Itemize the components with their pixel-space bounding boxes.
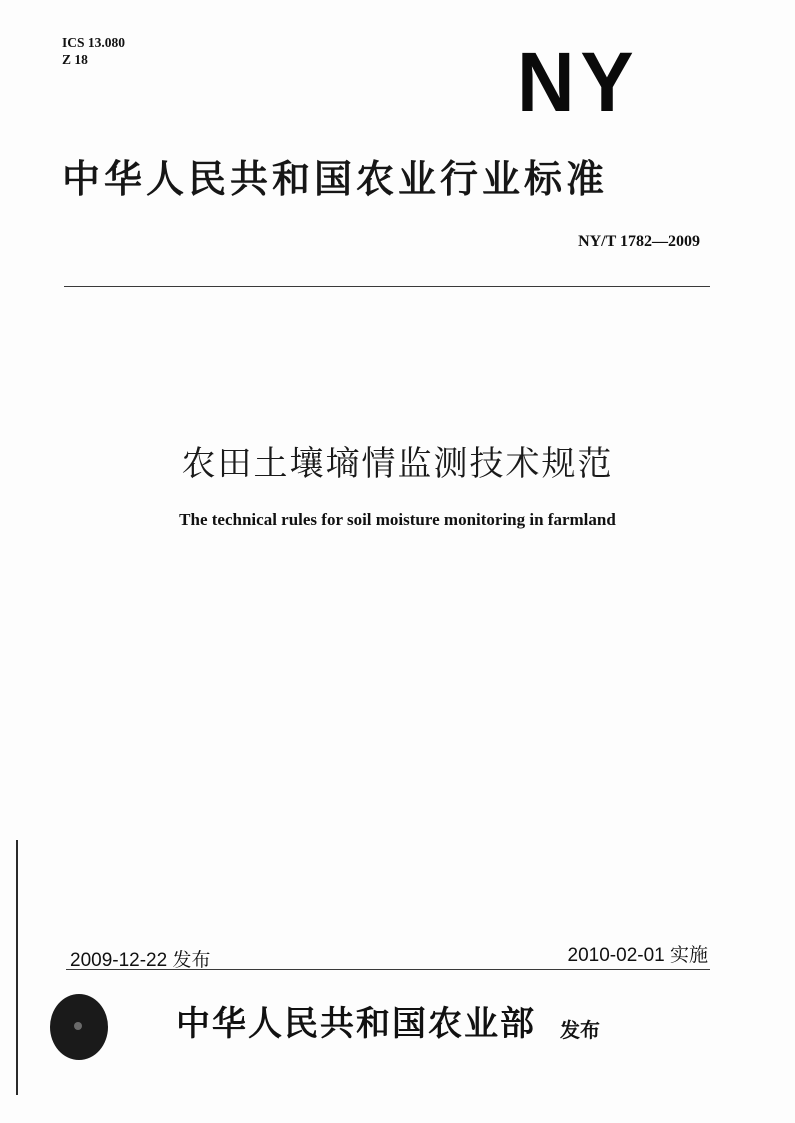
- class-code: Z 18: [62, 52, 88, 67]
- standard-mark-logo: NY: [517, 35, 640, 129]
- document-title-chinese: 农田土壤墒情监测技术规范: [181, 444, 614, 484]
- issuing-authority: 中华人民共和国农业部: [176, 1004, 536, 1044]
- punch-hole-mark: [50, 994, 108, 1060]
- binding-edge: [16, 840, 18, 1095]
- bottom-divider: [66, 969, 710, 970]
- ics-code: ICS 13.080: [62, 35, 126, 50]
- classification-codes: [62, 34, 125, 68]
- issue-date: 2009-12-22 发布: [70, 950, 211, 971]
- standard-number: NY/T 1782—2009: [578, 233, 700, 250]
- top-divider: [64, 286, 710, 287]
- implementation-date: 2010-02-01 实施: [567, 945, 708, 966]
- standard-category: 中华人民共和国农业行业标准: [62, 157, 609, 201]
- issuing-label: 发布: [560, 1018, 600, 1042]
- document-title-english: The technical rules for soil moisture monitoring in farmland: [179, 510, 616, 529]
